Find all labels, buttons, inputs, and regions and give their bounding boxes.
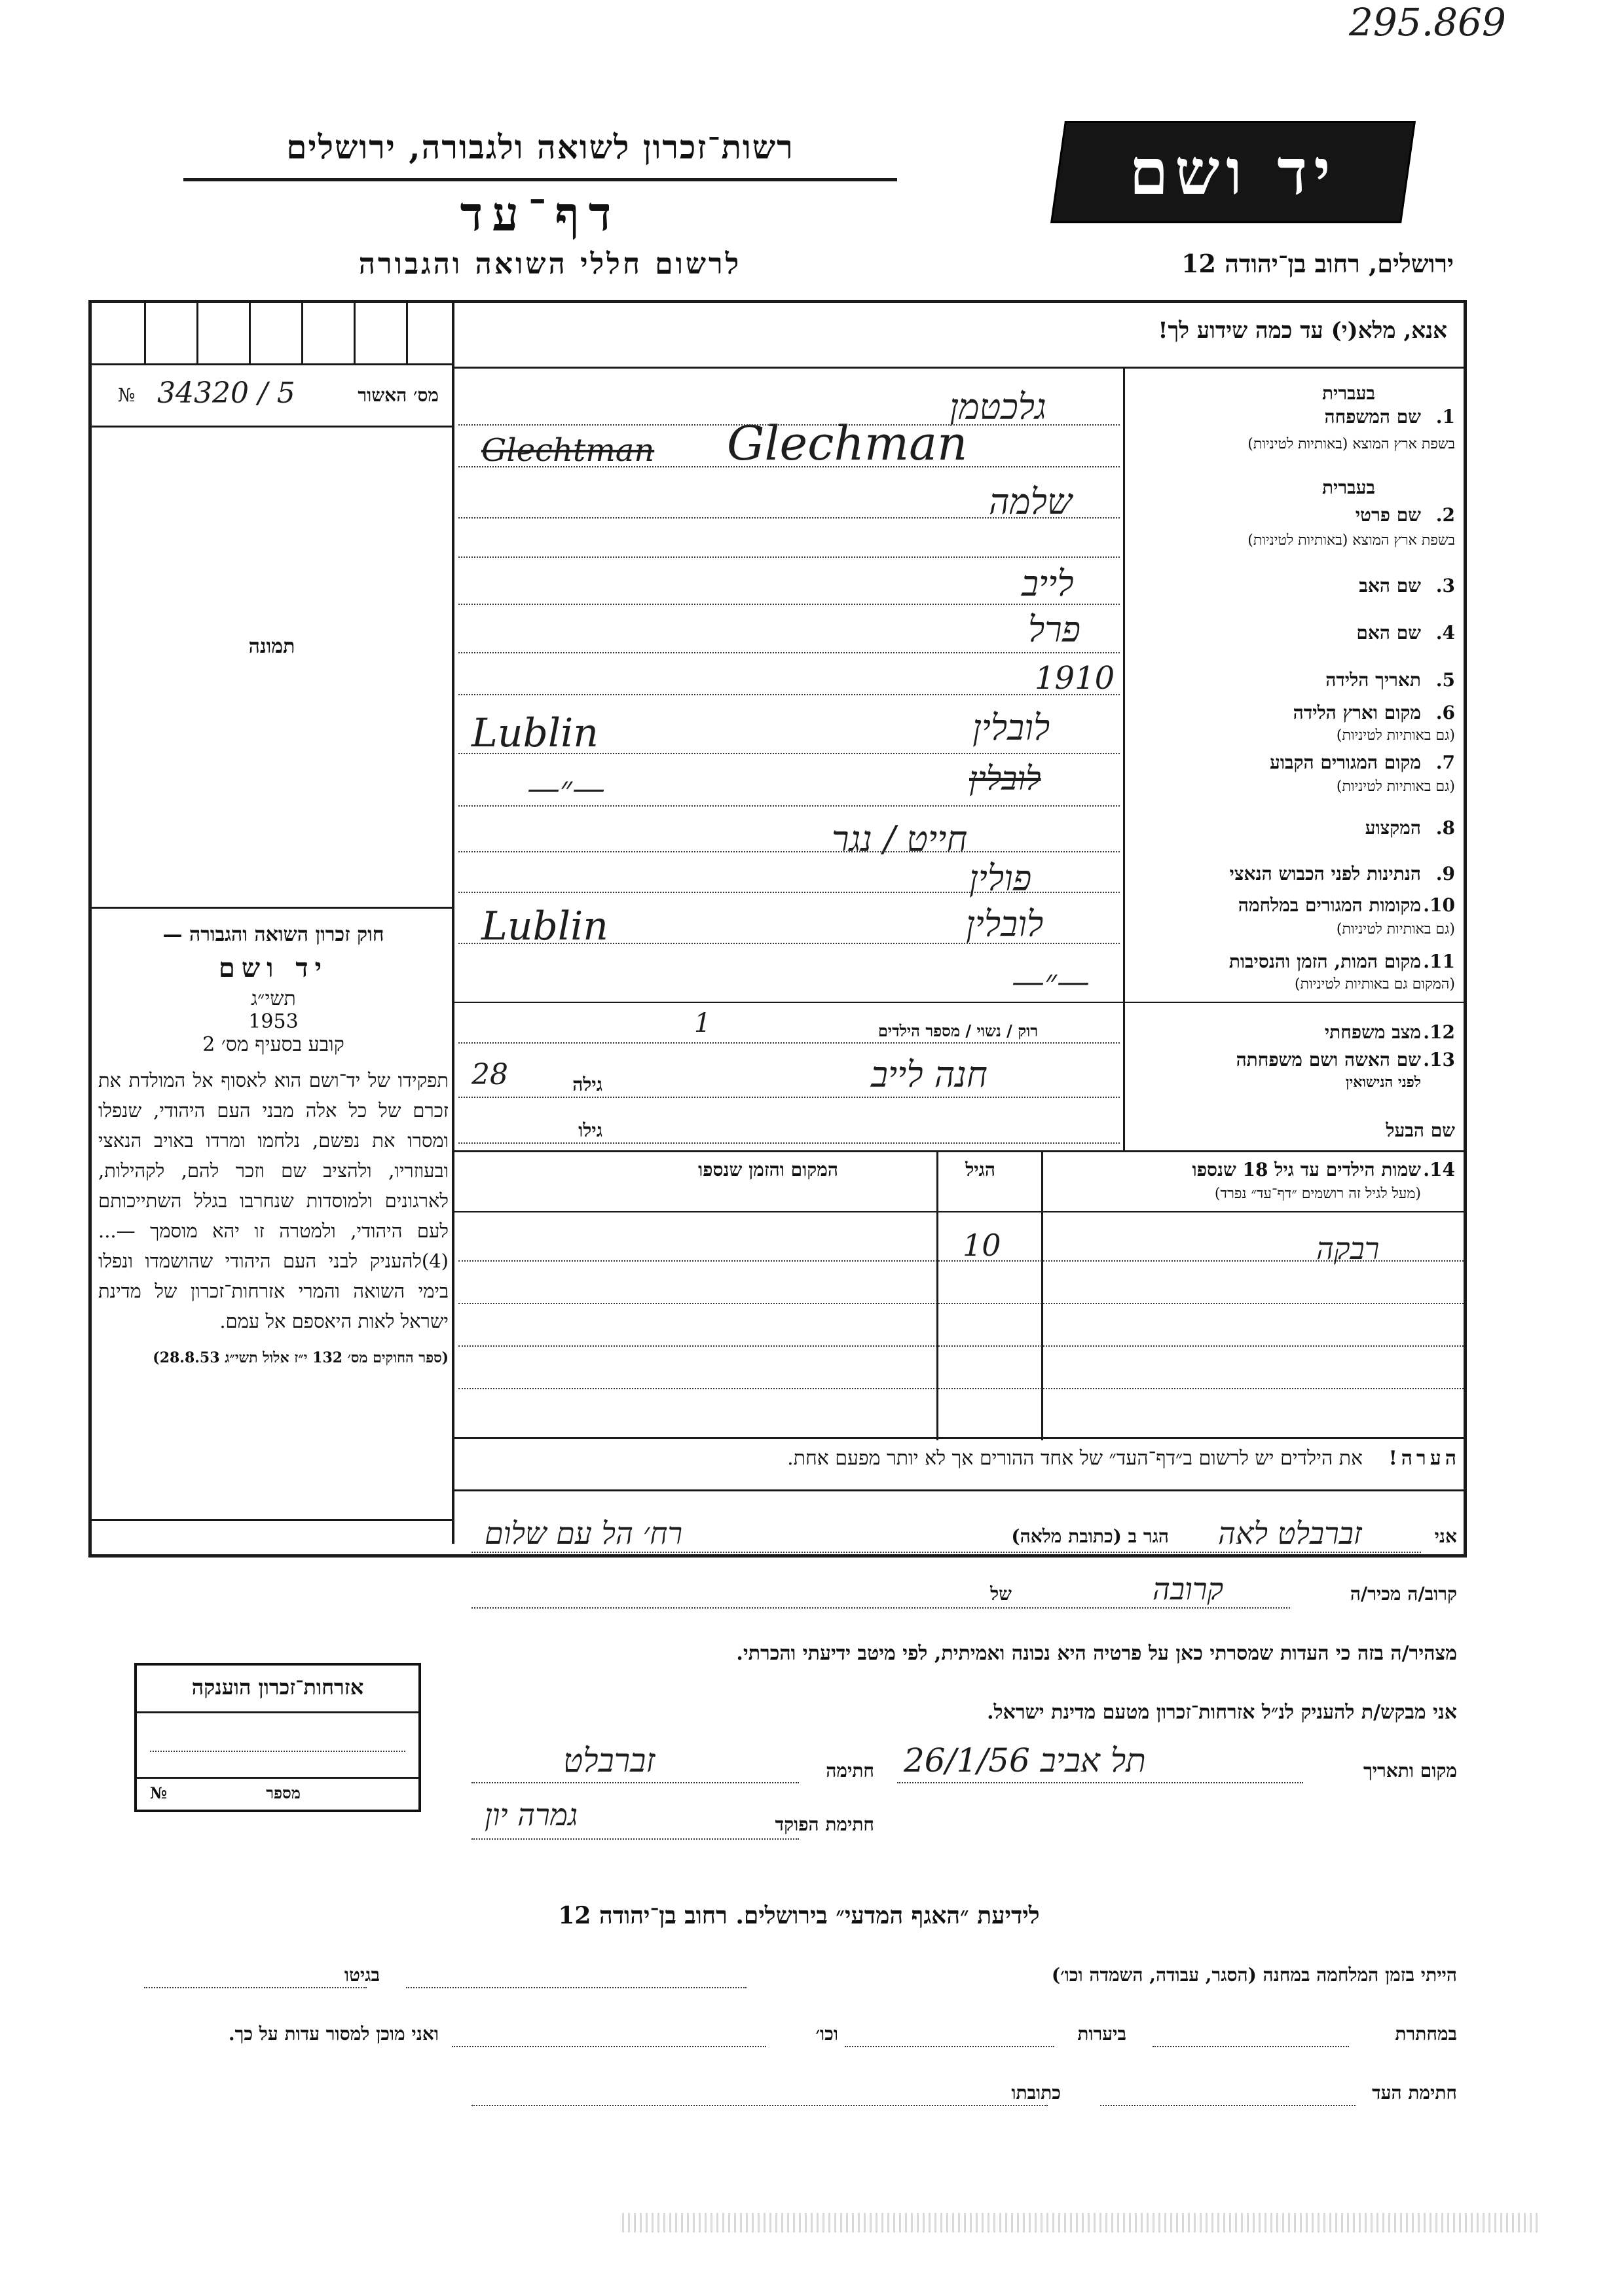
field-13-age-value: 28 — [471, 1058, 508, 1091]
officer-label: חתימת הפוקד — [775, 1813, 874, 1835]
field-11-label: מקום המות, הזמן והנסיבות — [1228, 951, 1421, 972]
child-1-name: רבקה — [1316, 1231, 1380, 1266]
approval-value: 34320 / 5 — [157, 376, 295, 410]
field-10-value-latin: Lublin — [481, 903, 608, 949]
declarant-prefix: אני — [1434, 1525, 1457, 1547]
field-6-value-latin: Lublin — [471, 710, 599, 756]
photo-label: תמונה — [248, 635, 295, 658]
witness-underground-label: במחתרת — [1395, 2023, 1457, 2045]
scan-noise — [622, 2213, 1539, 2232]
witness-ready-label: ואני מוכן למסור עדות על כך. — [228, 2023, 439, 2045]
field-13-sub: לפני הנישואין — [1345, 1074, 1421, 1091]
witness-forest-label: ביערות — [1077, 2023, 1126, 2045]
field-1-lang: בעברית — [1321, 382, 1375, 404]
field-4-value-he: פרל — [1028, 609, 1081, 650]
field-6-num: 6. — [1435, 702, 1455, 723]
yad-vashem-logo — [1050, 121, 1416, 223]
approval-no-sign: № — [118, 384, 136, 406]
law-year-he: תשי״ג — [251, 987, 296, 1010]
witness-etc-label: וכו׳ — [815, 2023, 838, 2045]
field-6-sub: (גם באותיות לטיניות) — [1336, 727, 1455, 744]
field-9-num: 9. — [1435, 863, 1455, 884]
law-name: יד ושם — [218, 953, 329, 983]
certificate-title: אזרחות־זכרון הוענקה — [191, 1675, 364, 1700]
field-12-status: רוק / נשוי / מספר הילדים — [877, 1021, 1038, 1040]
law-title: חוק זכרון השואה והגבורה — — [162, 923, 384, 946]
witness-ghetto-label: בגיטו — [344, 1964, 380, 1986]
declarant-name: זברבלט לאה — [1218, 1516, 1362, 1551]
field-3-num: 3. — [1435, 575, 1455, 596]
law-body: תפקידו של יד־ושם הוא לאסוף אל המולדת את זכרם של כל אלה מבני העם היהודי, שנפלו ומסרו את נפשם, נלחמו ומרדו באויב הנאצי ובעוזריו, ולהציב שם וזכר להם, לקהילות, לארגונים ולמוסדות שנחרבו בגלל השתייכותם לעם היהודי, ולמטרה זו יהא מוסמך —...(4)להעניק לבני העם היהודי שהושמדו ונפלו בימי השואה והמרי אזרחות־זכרון של מדינת ישראל לאות היאספם אל עמם. — [98, 1069, 449, 1332]
field-13-age-label: גילה — [572, 1074, 602, 1095]
field-1-sub: בשפת ארץ המוצא (באותיות לטיניות) — [1247, 436, 1455, 452]
declarant-mid: הגר ב (כתובת מלאה) — [1011, 1525, 1169, 1547]
children-header-age: הגיל — [965, 1159, 995, 1180]
note-label: הערה! — [1388, 1447, 1460, 1470]
children-header-sub: (מעל לגיל זה רושמים ״דף־עד״ נפרד) — [1214, 1186, 1421, 1202]
field-1-value-latin: Glechman — [727, 416, 968, 471]
field-1-label: שם המשפחה — [1324, 406, 1421, 428]
declarant-relation-prefix: קרוב/ה מכיר/ה — [1350, 1583, 1457, 1605]
form-title: דף־עד — [460, 186, 621, 242]
field-husband-age-label: גילו — [578, 1120, 602, 1141]
field-7-label: מקום המגורים הקבוע — [1270, 752, 1421, 773]
field-13-value-he: חנה לייב — [871, 1054, 987, 1095]
field-9-label: הנתינות לפני הכבוש הנאצי — [1229, 863, 1421, 884]
children-num: 14. — [1423, 1159, 1455, 1180]
field-12-label: מצב משפחתי — [1324, 1021, 1421, 1043]
children-header-place: המקום והזמן שנספו — [698, 1159, 838, 1180]
field-10-value-he: לובלין — [966, 903, 1044, 945]
field-8-label: המקצוע — [1365, 817, 1421, 839]
address: ירושלים, רחוב בן־יהודה 12 — [1181, 249, 1454, 278]
child-1-age: 10 — [963, 1228, 1001, 1263]
field-10-sub: (גם באותיות לטיניות) — [1336, 921, 1455, 938]
field-11-sub: (המקום גם באותיות לטיניות) — [1295, 976, 1455, 993]
field-5-value-he: 1910 — [1035, 660, 1115, 697]
field-husband-label: שם הבעל — [1386, 1120, 1455, 1141]
field-13-num: 13. — [1423, 1049, 1455, 1070]
law-year: 1953 — [248, 1010, 299, 1033]
field-2-value-he: שלמה — [989, 481, 1073, 522]
witness-signature-label: חתימת העד — [1372, 2082, 1457, 2104]
field-4-label: שם האם — [1356, 622, 1421, 644]
field-4-num: 4. — [1435, 622, 1455, 644]
place-date-value: תל אביב 26/1/56 — [904, 1741, 1146, 1779]
field-1-value-latin-struck: Glechtman — [481, 432, 655, 469]
law-clause: קובע בסעיף מס׳ 2 — [202, 1033, 344, 1056]
witness-address-label: כתובתו — [1011, 2082, 1061, 2104]
declarant-address: רח׳ הל עם שלום — [485, 1516, 683, 1551]
archive-number: 295.869 — [1349, 0, 1506, 45]
certificate-box — [134, 1663, 421, 1812]
field-7-num: 7. — [1435, 752, 1455, 773]
declaration-text: מצהיר/ה בזה כי העדות שמסרתי כאן על פרטיה היא נכונה ואמיתית, לפי מיטב ידיעתי והכרתי. — [736, 1642, 1457, 1665]
approval-label: מס׳ האשור — [358, 384, 439, 406]
field-8-num: 8. — [1435, 817, 1455, 839]
place-date-label: מקום ותאריך — [1363, 1760, 1457, 1781]
field-2-lang: בעברית — [1321, 477, 1375, 498]
form-subtitle: לרשום חללי השואה והגבורה — [358, 247, 742, 281]
field-3-label: שם האב — [1359, 575, 1421, 596]
logo-text: יד ושם — [1129, 135, 1337, 209]
law-block — [98, 923, 449, 1366]
authority-heading: רשות־זכרון לשואה ולגבורה, ירושלים — [286, 128, 794, 166]
field-8-value-he: חייט / נגר — [832, 818, 968, 860]
note-text: את הילדים יש לרשום ב״דף־העד״ של אחד ההורים אך לא יותר מפעם אחת. — [787, 1447, 1363, 1470]
field-6-value-he: לובלין — [972, 707, 1050, 748]
field-12-num: 12. — [1423, 1021, 1455, 1043]
witness-title: לידיעת ״האגף המדעי״ בירושלים. רחוב בן־יהודה 12 — [558, 1902, 1040, 1929]
field-6-label: מקום וארץ הלידה — [1293, 702, 1421, 723]
children-header-name: שמות הילדים עד גיל 18 שנספו — [1192, 1159, 1421, 1180]
field-2-num: 2. — [1435, 504, 1455, 526]
field-2-label: שם פרטי — [1355, 504, 1421, 526]
intro-text: אנא, מלא(י) עד כמה שידוע לך! — [1158, 318, 1447, 344]
field-11-value-he: —״— — [1012, 962, 1090, 1000]
signature-value: זברבלט — [563, 1741, 655, 1779]
field-10-num: 10. — [1423, 894, 1455, 916]
field-7-sub: (גם באותיות לטיניות) — [1336, 778, 1455, 795]
field-1-num: 1. — [1435, 406, 1455, 428]
certificate-no-sign: № — [150, 1783, 168, 1802]
field-9-value-he: פולין — [969, 858, 1032, 899]
field-7-value-latin: —״— — [527, 769, 605, 807]
request-text: אני מבקש/ת להעניק לנ״ל אזרחות־זכרון מטעם מדינת ישראל. — [987, 1701, 1457, 1724]
field-1-value-he: גלכטמן — [950, 386, 1046, 428]
field-13-label: שם האשה ושם משפחתה — [1236, 1049, 1421, 1070]
field-11-num: 11. — [1423, 951, 1455, 972]
approval-field — [105, 376, 445, 416]
declarant-relation-value: קרובה — [1153, 1571, 1224, 1607]
law-citation: (ספר החוקים מס׳ 132 י״ז אלול תשי״ג 28.8.53) — [153, 1349, 449, 1366]
field-5-label: תאריך הלידה — [1325, 669, 1421, 691]
field-10-label: מקומות המגורים במלחמה — [1238, 894, 1421, 916]
field-5-num: 5. — [1435, 669, 1455, 691]
witness-camp-label: הייתי בזמן המלחמה במחנה (הסגר, עבודה, השמדה וכו׳) — [1051, 1964, 1457, 1986]
field-7-value-he: לובלין — [969, 759, 1041, 797]
signature-label: חתימה — [826, 1760, 874, 1781]
field-3-value-he: לייב — [1022, 563, 1074, 604]
field-2-sub: בשפת ארץ המוצא (באותיות לטיניות) — [1247, 532, 1455, 549]
declarant-relation-suffix: של — [990, 1583, 1012, 1605]
certificate-number-label: מספר — [266, 1783, 301, 1802]
officer-value: גמרה יון — [485, 1797, 578, 1832]
field-12-children: 1 — [694, 1008, 711, 1038]
note — [471, 1447, 1460, 1470]
